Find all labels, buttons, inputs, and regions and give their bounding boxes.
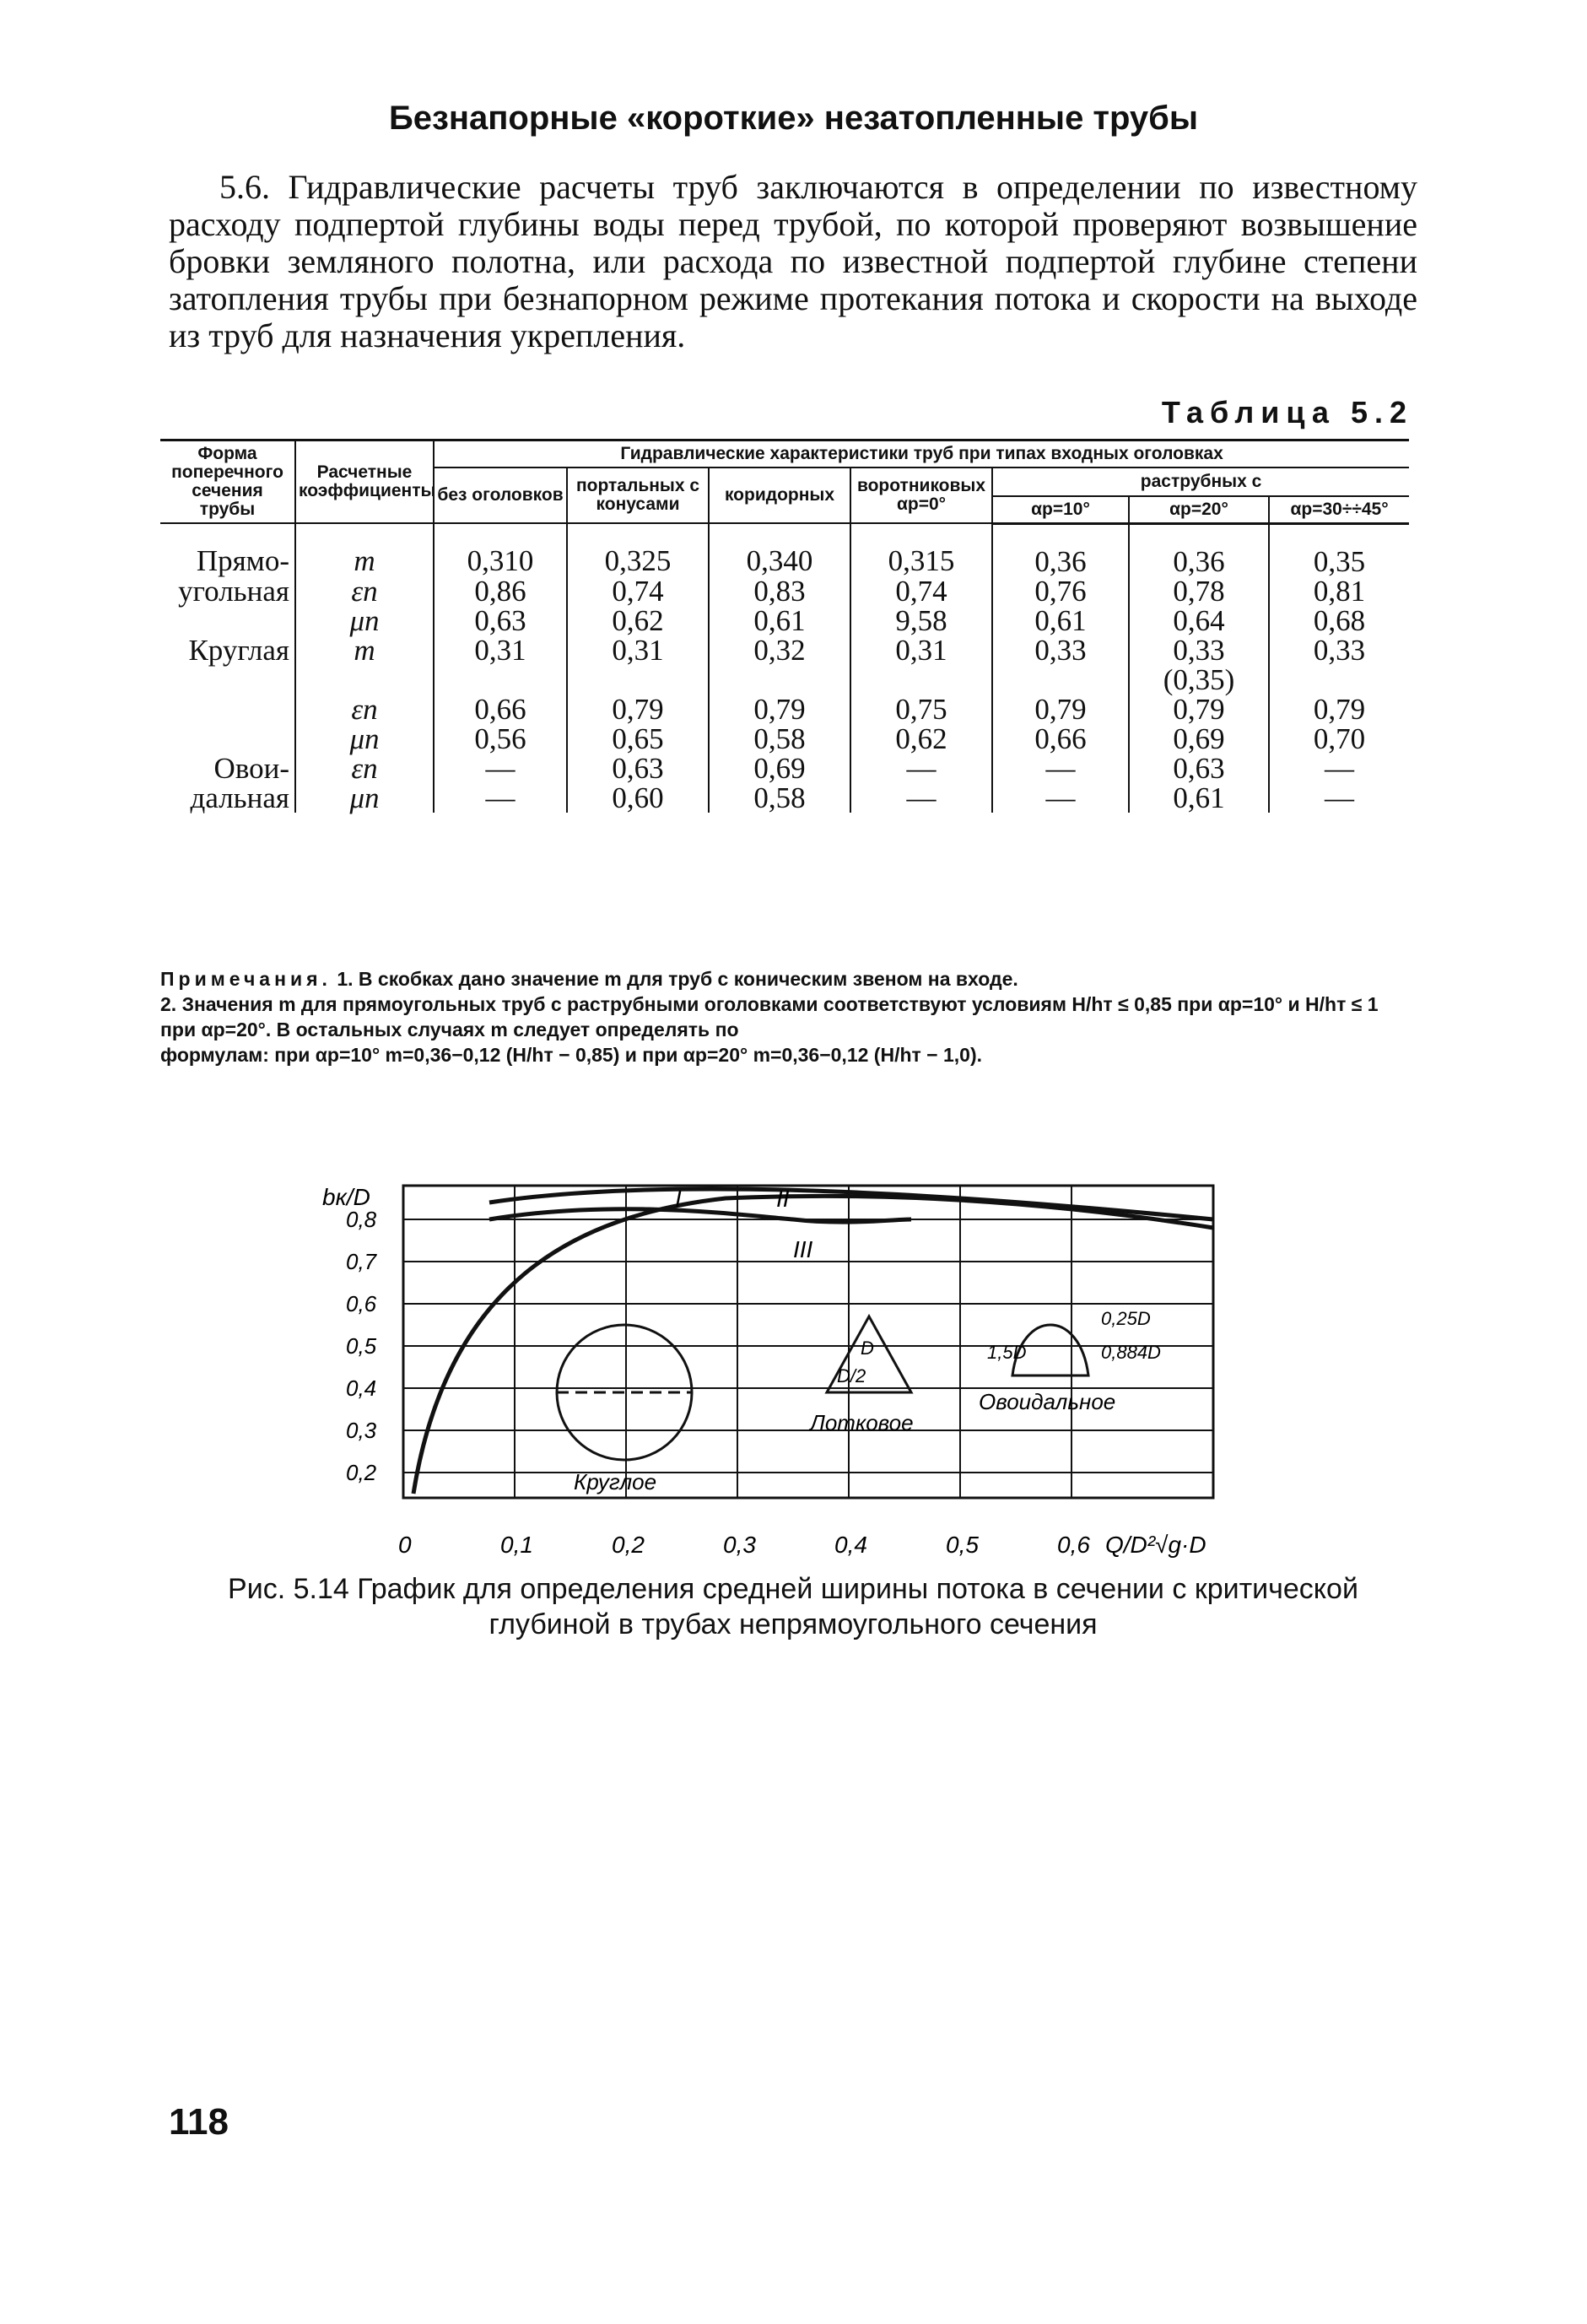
curve-i — [413, 1196, 1213, 1494]
header-group: Гидравлические характеристики труб при типах входных оголовках — [434, 440, 1409, 468]
note-1: 1. В скобках дано значение m для труб с коническим звеном на входе. — [337, 968, 1018, 990]
cell-value — [850, 665, 992, 694]
cell-value: — — [1269, 783, 1409, 813]
cell-value: 0,32 — [709, 635, 850, 665]
cell-value: 0,31 — [434, 635, 567, 665]
header-gate: воротниковых αр=0° — [850, 468, 992, 523]
cell-value: 0,36 — [992, 523, 1129, 576]
cell-value: 9,58 — [850, 606, 992, 635]
shape-label-tray: Лотковое — [810, 1410, 914, 1435]
cell-value: 0,74 — [567, 576, 709, 606]
cell-shape — [160, 665, 295, 694]
header-a20: αр=20° — [1129, 496, 1269, 524]
dimension-label: 0,25D — [1101, 1308, 1151, 1329]
cell-value: 0,78 — [1129, 576, 1269, 606]
cell-value: 0,81 — [1269, 576, 1409, 606]
cell-value: 0,63 — [434, 606, 567, 635]
cell-value: 0,61 — [1129, 783, 1269, 813]
cell-value: 0,74 — [850, 576, 992, 606]
curve-label-i: I — [675, 1186, 682, 1212]
cell-value — [567, 665, 709, 694]
hydraulic-table — [160, 439, 1409, 813]
dimension-label: 0,884D — [1101, 1342, 1161, 1363]
notes-title: Примечания. — [160, 968, 332, 990]
cell-value: 0,315 — [850, 523, 992, 576]
x-axis-label: Q/D²√g·D — [1105, 1532, 1206, 1558]
header-coef: Расчетные коэффициенты — [295, 440, 434, 524]
note-3: формулам: при αр=10° m=0,36−0,12 (H/hт − 0,85) и при αр=20° m=0,36−0,12 (H/hт − 1,0). — [160, 1044, 983, 1066]
cell-value — [1269, 665, 1409, 694]
cell-value: 0,65 — [567, 724, 709, 754]
cell-coef: εп — [295, 694, 434, 724]
cell-value — [709, 665, 850, 694]
dimension-label: 1,5D — [987, 1342, 1027, 1363]
y-axis-label: bк/D — [322, 1184, 370, 1210]
graph-frame — [403, 1186, 1213, 1498]
header-shape: Форма поперечного сечения трубы — [160, 440, 295, 524]
cell-value: 0,33 — [992, 635, 1129, 665]
cell-value: — — [434, 754, 567, 783]
cell-value: 0,310 — [434, 523, 567, 576]
cell-value: 0,76 — [992, 576, 1129, 606]
header-flared: раструбных с — [992, 468, 1409, 496]
cell-value: 0,62 — [850, 724, 992, 754]
cell-value: 0,325 — [567, 523, 709, 576]
cell-value: 0,31 — [850, 635, 992, 665]
table-row — [160, 754, 1409, 783]
x-tick: 0,2 — [612, 1532, 645, 1558]
graph-figure — [321, 1181, 1249, 1570]
header-corridor: коридорных — [709, 468, 850, 523]
shape-label-ovoid: Овоидальное — [979, 1389, 1116, 1414]
y-tick: 0,7 — [346, 1249, 377, 1274]
cell-shape: угольная — [160, 576, 295, 606]
cell-value: 0,61 — [709, 606, 850, 635]
x-tick: 0 — [398, 1532, 412, 1558]
cell-value: 0,33 — [1269, 635, 1409, 665]
table-notes — [160, 966, 1417, 1067]
table-row — [160, 606, 1409, 635]
cell-coef: εп — [295, 576, 434, 606]
cell-value — [992, 665, 1129, 694]
header-portal: портальных с конусами — [567, 468, 709, 523]
y-tick: 0,2 — [346, 1460, 377, 1485]
y-tick: 0,3 — [346, 1418, 377, 1443]
note-2: 2. Значения m для прямоугольных труб с раструбными оголовками соответствуют условиям H/hт ≤ 0,85 при αр=10° и H/hт ≤ 1 при αр=20°. В остальных случаях m следует определять по — [160, 993, 1379, 1040]
cell-value: 0,79 — [709, 694, 850, 724]
table-row — [160, 576, 1409, 606]
cell-shape: Круглая — [160, 635, 295, 665]
cell-coef: μп — [295, 724, 434, 754]
table-caption: Таблица 5.2 — [1161, 395, 1413, 430]
cell-shape: дальная — [160, 783, 295, 813]
cell-value: 0,79 — [1269, 694, 1409, 724]
cell-value: 0,35 — [1269, 523, 1409, 576]
page-number: 118 — [169, 2101, 229, 2143]
header-a30: αр=30÷÷45° — [1269, 496, 1409, 524]
table-row — [160, 523, 1409, 576]
cell-shape — [160, 724, 295, 754]
cell-value: 0,36 — [1129, 523, 1269, 576]
curve-label-ii: II — [776, 1186, 790, 1212]
cell-value: 0,33 — [1129, 635, 1269, 665]
table-row — [160, 635, 1409, 665]
cell-value: 0,83 — [709, 576, 850, 606]
y-tick: 0,6 — [346, 1291, 377, 1316]
cell-value: 0,70 — [1269, 724, 1409, 754]
header-no-heads: без оголовков — [434, 468, 567, 523]
table-row — [160, 665, 1409, 694]
cell-coef — [295, 665, 434, 694]
cell-value: 0,79 — [1129, 694, 1269, 724]
cell-value: — — [434, 783, 567, 813]
cell-value: 0,79 — [567, 694, 709, 724]
x-tick: 0,5 — [946, 1532, 979, 1558]
dimension-label: D/2 — [837, 1365, 866, 1386]
cell-value: 0,68 — [1269, 606, 1409, 635]
cell-coef: m — [295, 635, 434, 665]
cell-value: 0,86 — [434, 576, 567, 606]
cell-value: 0,60 — [567, 783, 709, 813]
cell-value: 0,56 — [434, 724, 567, 754]
header-a10: αр=10° — [992, 496, 1129, 524]
cell-value: 0,69 — [709, 754, 850, 783]
cell-value: 0,340 — [709, 523, 850, 576]
cell-value: (0,35) — [1129, 665, 1269, 694]
y-tick: 0,8 — [346, 1207, 377, 1232]
cell-shape: Овои- — [160, 754, 295, 783]
cell-value: — — [992, 754, 1129, 783]
cell-value: 0,63 — [567, 754, 709, 783]
dimension-label: D — [861, 1338, 874, 1359]
body-paragraph: 5.6. Гидравлические расчеты труб заключаются в определении по известному расходу подпертой глубины воды перед трубой, по которой проверяют возвышение бровки земляного полотна, или расхода по известной подпертой глубине степени затопления трубы при безнапорном режиме протекания потока и скорости на выходе из труб для назначения укрепления. — [169, 168, 1417, 354]
y-tick: 0,4 — [346, 1375, 377, 1401]
cell-value: 0,75 — [850, 694, 992, 724]
table-row — [160, 783, 1409, 813]
cell-shape — [160, 694, 295, 724]
cell-value: 0,58 — [709, 724, 850, 754]
figure-caption: Рис. 5.14 График для определения средней ширины потока в сечении с критической глубиной в трубах непрямоугольного сечения — [228, 1573, 1358, 1640]
cell-value — [434, 665, 567, 694]
cell-value: 0,64 — [1129, 606, 1269, 635]
cell-value: — — [1269, 754, 1409, 783]
cell-shape: Прямо- — [160, 523, 295, 576]
shape-label-round: Круглое — [574, 1469, 657, 1494]
cell-value: — — [850, 754, 992, 783]
cell-value: 0,66 — [992, 724, 1129, 754]
cell-value: 0,31 — [567, 635, 709, 665]
section-heading: Безнапорные «короткие» незатопленные трубы — [388, 100, 1199, 137]
cell-coef: m — [295, 523, 434, 576]
cell-coef: μп — [295, 606, 434, 635]
cell-value: 0,61 — [992, 606, 1129, 635]
cell-value: — — [992, 783, 1129, 813]
cell-coef: εп — [295, 754, 434, 783]
x-tick: 0,3 — [723, 1532, 756, 1558]
cell-value: — — [850, 783, 992, 813]
cell-value: 0,66 — [434, 694, 567, 724]
cell-value: 0,62 — [567, 606, 709, 635]
x-tick: 0,6 — [1057, 1532, 1090, 1558]
cell-value: 0,58 — [709, 783, 850, 813]
cell-value: 0,69 — [1129, 724, 1269, 754]
cell-value: 0,63 — [1129, 754, 1269, 783]
x-tick: 0,4 — [834, 1532, 867, 1558]
table-row — [160, 724, 1409, 754]
cell-value: 0,79 — [992, 694, 1129, 724]
x-tick: 0,1 — [500, 1532, 533, 1558]
cell-shape — [160, 606, 295, 635]
cell-coef: μп — [295, 783, 434, 813]
table-row — [160, 694, 1409, 724]
curve-label-iii: III — [793, 1236, 813, 1262]
y-tick: 0,5 — [346, 1333, 377, 1359]
